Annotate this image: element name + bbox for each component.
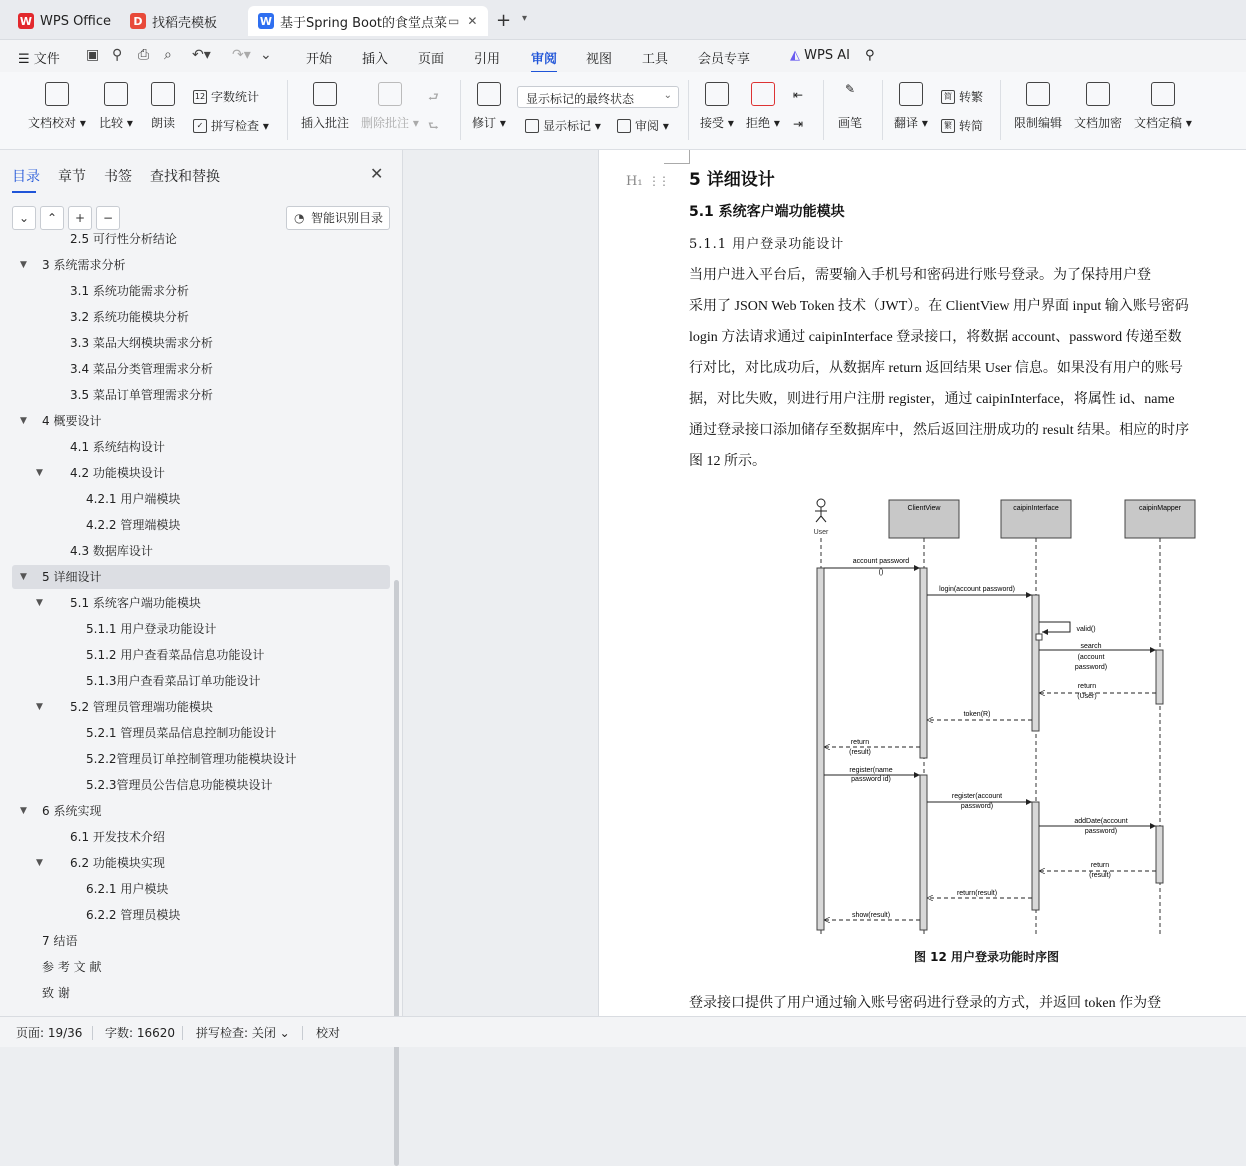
toc-item-label: 3.3 菜品大纲模块需求分析 bbox=[70, 336, 213, 350]
message-label: return bbox=[1090, 862, 1110, 869]
tab-toc[interactable]: 目录 bbox=[12, 166, 40, 186]
more-dropdown-icon[interactable]: ⌄ bbox=[260, 47, 272, 63]
actor-label: User bbox=[813, 529, 829, 536]
ribbon-divider bbox=[1000, 80, 1001, 140]
message-label: login(account password) bbox=[939, 586, 1015, 593]
toc-item[interactable] bbox=[12, 539, 390, 563]
sequence-diagram bbox=[800, 490, 1210, 940]
compare-label: 比较 bbox=[99, 116, 124, 130]
message-label: password) bbox=[1074, 664, 1108, 671]
read-aloud-icon bbox=[151, 82, 175, 106]
smart-toc-button[interactable]: ◔ 智能识别目录 bbox=[286, 206, 390, 230]
tab-label: 找稻壳模板 bbox=[152, 15, 218, 31]
review-pane-icon bbox=[617, 119, 631, 133]
word-count-indicator[interactable]: 字数: 16620 bbox=[105, 1026, 176, 1040]
close-icon[interactable]: ✕ bbox=[370, 164, 384, 183]
translate-icon bbox=[899, 82, 923, 106]
message-label: search bbox=[1080, 643, 1102, 650]
spell-check-label: 拼写检查 bbox=[211, 119, 260, 133]
message-label: valid() bbox=[1076, 626, 1096, 633]
new-tab-icon[interactable]: + bbox=[496, 10, 512, 31]
insert-comment-icon bbox=[313, 82, 337, 106]
ribbon-divider bbox=[460, 80, 461, 140]
toc-item-label: 4.2 功能模块设计 bbox=[70, 466, 165, 480]
tab-label: 基于Spring Boot的食堂点菜 bbox=[280, 15, 448, 31]
activation-bar bbox=[817, 568, 824, 930]
paragraph-line: 采用了 JSON Web Token 技术（JWT）。在 ClientView 用户界面 input 输入账号密码 bbox=[689, 299, 1189, 314]
toc-item-label: 3.4 菜品分类管理需求分析 bbox=[70, 362, 213, 376]
reject-label: 拒绝 bbox=[746, 116, 771, 130]
review-label: 审阅 bbox=[635, 119, 660, 133]
figure-caption: 图 12 用户登录功能时序图 bbox=[914, 950, 1060, 964]
toc-item-label: 4 概要设计 bbox=[42, 414, 102, 428]
toc-item[interactable] bbox=[12, 513, 390, 537]
message-label: password) bbox=[960, 803, 994, 810]
toc-item[interactable] bbox=[12, 435, 390, 459]
toc-item-label: 致 谢 bbox=[42, 986, 70, 1000]
next-comment-icon[interactable]: ⮑ bbox=[428, 119, 439, 133]
word-count-button[interactable] bbox=[193, 88, 259, 105]
message-label: password) bbox=[1084, 828, 1118, 835]
paragraph-line: 图 12 所示。 bbox=[689, 454, 766, 469]
status-divider bbox=[182, 1026, 183, 1040]
review-pane-button[interactable]: 审阅 ▾ bbox=[617, 117, 669, 134]
paragraph-line: 行对比，对比成功后，从数据库 return 返回结果 User 信息。如果没有用户的账号 bbox=[689, 361, 1183, 376]
spell-check-indicator[interactable]: 拼写检查: 关闭 ⌄ bbox=[196, 1026, 290, 1040]
wps-logo-icon: W bbox=[19, 14, 33, 28]
expand-triangle-icon[interactable]: ▼ bbox=[20, 416, 27, 426]
menu-start[interactable]: 开始 bbox=[306, 52, 333, 67]
toc-item[interactable] bbox=[12, 461, 390, 485]
heading-style-icon[interactable]: H₁ bbox=[626, 174, 643, 189]
toc-item[interactable] bbox=[12, 903, 390, 927]
message-label: (account bbox=[1077, 654, 1105, 661]
insert-comment-button[interactable] bbox=[301, 82, 349, 131]
browser-tab-bar bbox=[0, 0, 1246, 40]
toc-item-label: 6.2 功能模块实现 bbox=[70, 856, 165, 870]
restrict-edit-button[interactable] bbox=[1014, 82, 1062, 131]
word-count-icon: 12 bbox=[193, 90, 207, 104]
toc-item[interactable] bbox=[12, 669, 390, 693]
toc-item-label: 5.2.2管理员订单控制管理功能模块设计 bbox=[86, 752, 297, 766]
doc-check-icon bbox=[45, 82, 69, 106]
translate-label: 翻译 bbox=[894, 116, 919, 130]
prev-comment-icon[interactable]: ⮐ bbox=[428, 90, 439, 104]
paragraph-line: login 方法请求通过 caipinInterface 登录接口，将数据 account、password 传递至数 bbox=[689, 330, 1182, 345]
message-arrow bbox=[1039, 622, 1070, 632]
menu-tools[interactable]: 工具 bbox=[642, 52, 669, 67]
toc-item-label: 7 结语 bbox=[42, 934, 78, 948]
toc-item[interactable] bbox=[12, 383, 390, 407]
to-simplified-label: 转简 bbox=[959, 119, 984, 133]
activation-bar bbox=[1156, 826, 1163, 883]
toc-list bbox=[0, 232, 395, 1016]
toc-item[interactable] bbox=[12, 695, 390, 719]
tab-document[interactable] bbox=[248, 6, 488, 36]
file-label: 文件 bbox=[33, 52, 60, 67]
sidebar-scrollbar[interactable] bbox=[394, 580, 399, 1166]
expand-down-icon[interactable]: ⌄ bbox=[12, 206, 36, 230]
toc-item[interactable] bbox=[12, 773, 390, 797]
accept-button[interactable]: 接受 ▾ bbox=[700, 82, 734, 131]
revise-icon bbox=[477, 82, 501, 106]
activation-bar bbox=[920, 568, 927, 758]
preview-icon[interactable]: ⌕ bbox=[164, 47, 172, 63]
doc-check-button[interactable]: 文档校对 ▾ bbox=[28, 82, 86, 131]
paragraph-line: 据，对比失败，则进行用户注册 register，通过 caipinInterface，将属性 id、name bbox=[689, 392, 1175, 407]
show-markup-icon bbox=[525, 119, 539, 133]
accept-label: 接受 bbox=[700, 116, 725, 130]
delete-comment-icon bbox=[378, 82, 402, 106]
toc-item-label: 6.2.1 用户模块 bbox=[86, 882, 169, 896]
ribbon-divider bbox=[287, 80, 288, 140]
message-label: addDate(account bbox=[1074, 818, 1128, 825]
show-markup-label: 显示标记 bbox=[543, 119, 592, 133]
proofread-indicator[interactable]: 校对 bbox=[316, 1026, 341, 1040]
pen-icon: ✎ bbox=[844, 82, 856, 96]
share-icon[interactable]: ⚲ bbox=[112, 47, 123, 63]
navigation-pane bbox=[0, 150, 403, 1016]
expand-triangle-icon[interactable]: ▼ bbox=[36, 702, 43, 712]
lifeline-label: caipinInterface bbox=[1013, 505, 1059, 512]
expand-triangle-icon[interactable]: ▼ bbox=[36, 598, 43, 608]
tab-label: WPS Office bbox=[40, 13, 112, 29]
toc-item-label: 6.1 开发技术介绍 bbox=[70, 830, 165, 844]
paragraph-line: 登录接口提供了用户通过输入账号密码进行登录的方式，并返回 token 作为登 bbox=[689, 996, 1162, 1011]
spell-check-status: 拼写检查: 关闭 bbox=[196, 1026, 276, 1040]
writer-logo-icon: W bbox=[259, 14, 273, 28]
expand-triangle-icon[interactable]: ▼ bbox=[20, 572, 27, 582]
ribbon-divider bbox=[688, 80, 689, 140]
restrict-edit-label: 限制编辑 bbox=[1014, 116, 1063, 130]
tab-find-replace[interactable]: 查找和替换 bbox=[150, 169, 220, 185]
toc-item-label: 5.2.1 管理员菜品信息控制功能设计 bbox=[86, 726, 277, 740]
wps-ai-label: WPS AI bbox=[804, 48, 850, 63]
tab-wps-office[interactable] bbox=[8, 6, 121, 36]
toc-item-label: 6.2.2 管理员模块 bbox=[86, 908, 181, 922]
toc-item[interactable] bbox=[12, 981, 390, 1005]
file-menu[interactable]: ☰ 文件 bbox=[18, 52, 60, 67]
message-label: password id) bbox=[851, 776, 891, 783]
revise-label: 修订 bbox=[472, 116, 497, 130]
toc-item[interactable] bbox=[12, 279, 390, 303]
toc-item-label: 4.1 系统结构设计 bbox=[70, 440, 165, 454]
menu-member[interactable]: 会员专享 bbox=[698, 52, 751, 67]
message-label: (result) bbox=[849, 749, 871, 756]
activation-bar bbox=[1156, 650, 1163, 704]
message-label: show(result) bbox=[851, 912, 891, 919]
toc-item[interactable] bbox=[12, 409, 390, 433]
toc-item-label: 5.1 系统客户端功能模块 bbox=[70, 596, 201, 610]
redo-icon[interactable]: ↷▾ bbox=[232, 47, 251, 63]
message-label: register(account bbox=[951, 793, 1003, 800]
review-ribbon bbox=[0, 72, 1246, 150]
page-indicator[interactable]: 页面: 19/36 bbox=[16, 1026, 83, 1040]
pen-button[interactable] bbox=[838, 82, 862, 131]
print-icon[interactable]: ⎙ bbox=[138, 47, 150, 63]
toc-item-label: 5.2.3管理员公告信息功能模块设计 bbox=[86, 778, 273, 792]
chevron-down-icon[interactable]: ▾ bbox=[522, 13, 528, 24]
show-markup-button[interactable]: 显示标记 ▾ bbox=[525, 117, 601, 134]
toc-item-label: 5.2 管理员管理端功能模块 bbox=[70, 700, 213, 714]
tab-chapters[interactable]: 章节 bbox=[58, 169, 86, 185]
toc-item-label: 参 考 文 献 bbox=[42, 960, 102, 974]
save-icon[interactable]: ▣ bbox=[86, 47, 100, 63]
read-aloud-button[interactable] bbox=[151, 82, 175, 131]
message-label: (result) bbox=[1089, 872, 1111, 879]
spell-check-button[interactable]: ✓ 拼写检查 ▾ bbox=[193, 117, 269, 134]
message-label: return bbox=[1077, 683, 1097, 690]
toc-item[interactable] bbox=[12, 253, 390, 277]
message-label: () bbox=[878, 569, 884, 576]
message-label: token(R) bbox=[963, 711, 991, 718]
close-tab-icon[interactable]: ✕ bbox=[467, 14, 478, 28]
heading-5-1: 5.1 系统客户端功能模块 bbox=[689, 204, 845, 220]
to-traditional-button[interactable] bbox=[941, 88, 983, 105]
toc-item[interactable] bbox=[12, 617, 390, 641]
delete-comment-button[interactable]: 删除批注 ▾ bbox=[361, 82, 419, 131]
chevron-down-icon: ⌄ bbox=[663, 90, 672, 101]
activation-bar bbox=[920, 775, 927, 930]
spell-check-icon: ✓ bbox=[193, 119, 207, 133]
docer-logo-icon: D bbox=[130, 13, 146, 29]
delete-comment-label: 删除批注 bbox=[361, 116, 410, 130]
paragraph-line: 通过登录接口添加储存至数据库中，然后返回注册成功的 result 结果。相应的时序 bbox=[689, 423, 1190, 438]
heading-5: 5 详细设计 bbox=[689, 170, 775, 190]
add-heading-icon[interactable]: + bbox=[68, 206, 92, 230]
heading-5-1-1: 5.1.1 用户登录功能设计 bbox=[689, 237, 845, 252]
message-label: return bbox=[850, 739, 870, 746]
search-icon[interactable]: ⚲ bbox=[865, 48, 875, 63]
compare-icon bbox=[104, 82, 128, 106]
menu-insert[interactable]: 插入 bbox=[362, 52, 389, 67]
word-count-label: 字数统计 bbox=[211, 90, 260, 104]
toc-item-label: 4.2.1 用户端模块 bbox=[86, 492, 181, 506]
to-traditional-label: 转繁 bbox=[959, 90, 984, 104]
message-label: return(result) bbox=[956, 890, 998, 897]
toc-item[interactable] bbox=[12, 825, 390, 849]
toc-item[interactable] bbox=[12, 721, 390, 745]
to-traditional-icon: 简 bbox=[941, 90, 955, 104]
to-simplified-button[interactable] bbox=[941, 117, 983, 134]
read-aloud-label: 朗读 bbox=[151, 116, 176, 130]
markup-state-select[interactable] bbox=[517, 86, 679, 108]
to-simplified-icon: 繁 bbox=[941, 119, 955, 133]
toc-item[interactable] bbox=[12, 591, 390, 615]
next-change-icon[interactable]: ⇥ bbox=[793, 117, 804, 131]
expand-triangle-icon[interactable]: ▼ bbox=[36, 858, 43, 868]
toc-item-label: 5.1.2 用户查看菜品信息功能设计 bbox=[86, 648, 265, 662]
toc-item-label: 3.2 系统功能模块分析 bbox=[70, 310, 189, 324]
expand-triangle-icon[interactable]: ▼ bbox=[20, 806, 27, 816]
reject-button[interactable]: 拒绝 ▾ bbox=[746, 82, 780, 131]
status-divider bbox=[92, 1026, 93, 1040]
translate-button[interactable]: 翻译 ▾ bbox=[894, 82, 928, 131]
wps-ai-button[interactable] bbox=[790, 48, 850, 63]
encrypt-button[interactable] bbox=[1074, 82, 1122, 131]
finalize-label: 文档定稿 bbox=[1134, 116, 1183, 130]
toc-item-label: 3.5 菜品订单管理需求分析 bbox=[70, 388, 213, 402]
toc-item[interactable] bbox=[12, 929, 390, 953]
lifeline-label: caipinMapper bbox=[1138, 505, 1182, 512]
lifeline-label: ClientView bbox=[907, 505, 941, 512]
toc-item[interactable] bbox=[12, 851, 390, 875]
finalize-button[interactable]: 文档定稿 ▾ bbox=[1134, 82, 1192, 131]
markup-state-value: 显示标记的最终状态 bbox=[526, 92, 635, 106]
revise-button[interactable]: 修订 ▾ bbox=[472, 82, 506, 131]
pen-label: 画笔 bbox=[838, 116, 863, 130]
toc-item[interactable] bbox=[12, 799, 390, 823]
activation-bar bbox=[1032, 802, 1039, 910]
encrypt-label: 文档加密 bbox=[1074, 116, 1123, 130]
toc-item-label: 3.1 系统功能需求分析 bbox=[70, 284, 189, 298]
expand-triangle-icon[interactable]: ▼ bbox=[36, 468, 43, 478]
compare-button[interactable]: 比较 ▾ bbox=[99, 82, 133, 131]
activation-bar bbox=[1036, 634, 1042, 640]
drag-handle-icon[interactable]: ⋮⋮ bbox=[648, 174, 668, 188]
paragraph-line: 当用户进入平台后，需要输入手机号和密码进行账号登录。为了保持用户登 bbox=[689, 268, 1151, 283]
expand-triangle-icon[interactable]: ▼ bbox=[20, 260, 27, 270]
toc-item[interactable] bbox=[12, 305, 390, 329]
menu-view[interactable]: 视图 bbox=[586, 52, 613, 67]
toc-item-label: 5 详细设计 bbox=[42, 570, 102, 584]
monitor-icon[interactable]: ▭ bbox=[448, 14, 460, 28]
toc-item-label: 4.3 数据库设计 bbox=[70, 544, 153, 558]
insert-comment-label: 插入批注 bbox=[301, 116, 350, 130]
menu-bar bbox=[0, 40, 1246, 72]
toc-item-label: 5.1.1 用户登录功能设计 bbox=[86, 622, 217, 636]
status-bar bbox=[0, 1016, 1246, 1047]
doc-check-label: 文档校对 bbox=[28, 116, 77, 130]
toc-item-label: 2.5 可行性分析结论 bbox=[70, 232, 177, 246]
page-corner-mark bbox=[664, 150, 690, 164]
encrypt-icon bbox=[1086, 82, 1110, 106]
toc-item-label: 4.2.2 管理端模块 bbox=[86, 518, 181, 532]
accept-icon bbox=[705, 82, 729, 106]
remove-heading-icon[interactable]: − bbox=[96, 206, 120, 230]
undo-icon[interactable]: ↶▾ bbox=[192, 47, 211, 63]
reject-icon bbox=[751, 82, 775, 106]
toc-item[interactable] bbox=[12, 877, 390, 901]
toc-item[interactable] bbox=[12, 565, 390, 589]
toc-item[interactable] bbox=[12, 487, 390, 511]
menu-review[interactable]: 审阅 bbox=[531, 48, 557, 67]
toc-item[interactable] bbox=[12, 747, 390, 771]
toc-item-label: 6 系统实现 bbox=[42, 804, 102, 818]
user-actor-icon bbox=[815, 499, 827, 522]
finalize-icon bbox=[1151, 82, 1175, 106]
toc-item-label: 5.1.3用户查看菜品订单功能设计 bbox=[86, 674, 261, 688]
restrict-edit-icon bbox=[1026, 82, 1050, 106]
status-divider bbox=[302, 1026, 303, 1040]
ribbon-divider bbox=[823, 80, 824, 140]
prev-change-icon[interactable]: ⇤ bbox=[793, 88, 804, 102]
toc-item[interactable] bbox=[12, 357, 390, 381]
toc-item[interactable] bbox=[12, 227, 390, 251]
wps-ai-icon: ◭ bbox=[790, 48, 800, 63]
menu-page[interactable]: 页面 bbox=[418, 52, 445, 67]
ribbon-divider bbox=[882, 80, 883, 140]
toc-item[interactable] bbox=[12, 955, 390, 979]
message-label: register(name bbox=[849, 767, 893, 774]
tab-bookmarks[interactable]: 书签 bbox=[104, 169, 132, 185]
tab-docer[interactable] bbox=[120, 6, 227, 36]
message-label: account password bbox=[852, 558, 910, 565]
activation-bar bbox=[1032, 595, 1039, 731]
toc-item[interactable] bbox=[12, 643, 390, 667]
toc-item[interactable] bbox=[12, 331, 390, 355]
message-label: (User) bbox=[1077, 693, 1097, 700]
collapse-up-icon[interactable]: ⌃ bbox=[40, 206, 64, 230]
toc-item-label: 3 系统需求分析 bbox=[42, 258, 126, 272]
menu-reference[interactable]: 引用 bbox=[474, 52, 501, 67]
